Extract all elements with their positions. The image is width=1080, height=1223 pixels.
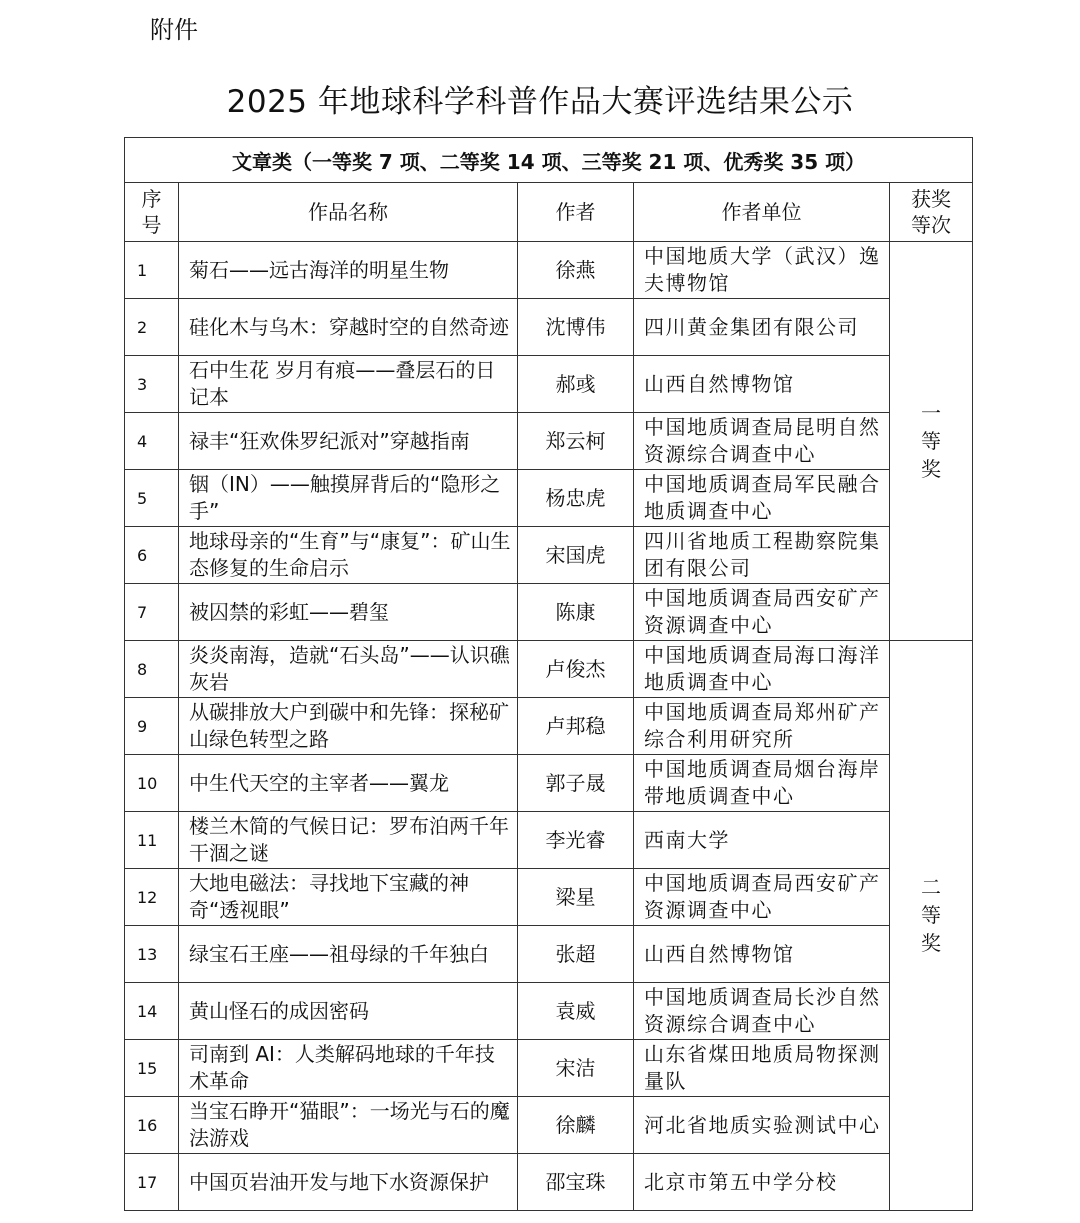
row-author: 卢邦稳 <box>518 698 634 755</box>
row-org: 中国地质调查局西安矿产资源调查中心 <box>634 869 890 926</box>
row-org: 中国地质大学（武汉）逸夫博物馆 <box>634 242 890 299</box>
header-index <box>125 183 179 242</box>
rank-char: 等 <box>921 903 942 927</box>
row-org: 山西自然博物馆 <box>634 926 890 983</box>
row-name: 绿宝石王座——祖母绿的千年独白 <box>179 926 518 983</box>
table-row <box>125 983 973 1040</box>
row-index: 15 <box>125 1040 179 1097</box>
row-name: 大地电磁法：寻找地下宝藏的神奇“透视眼” <box>179 869 518 926</box>
row-index: 14 <box>125 983 179 1040</box>
row-org: 四川省地质工程勘察院集团有限公司 <box>634 527 890 584</box>
header-author: 作者 <box>518 183 634 242</box>
table-row <box>125 242 973 299</box>
table-row <box>125 1040 973 1097</box>
row-index: 11 <box>125 812 179 869</box>
category-row <box>125 138 973 183</box>
row-name: 中国页岩油开发与地下水资源保护 <box>179 1154 518 1211</box>
row-author: 袁威 <box>518 983 634 1040</box>
row-author: 宋国虎 <box>518 527 634 584</box>
row-org: 中国地质调查局昆明自然资源综合调查中心 <box>634 413 890 470</box>
row-org: 河北省地质实验测试中心 <box>634 1097 890 1154</box>
category-heading: 文章类（一等奖 7 项、二等奖 14 项、三等奖 21 项、优秀奖 35 项） <box>125 138 973 183</box>
rank-char: 奖 <box>921 457 942 481</box>
row-index: 13 <box>125 926 179 983</box>
row-author: 郑云柯 <box>518 413 634 470</box>
row-name: 司南到 AI：人类解码地球的千年技术革命 <box>179 1040 518 1097</box>
row-index: 4 <box>125 413 179 470</box>
row-author: 邵宝珠 <box>518 1154 634 1211</box>
row-author: 卢俊杰 <box>518 641 634 698</box>
row-index: 2 <box>125 299 179 356</box>
table-row <box>125 812 973 869</box>
row-name: 当宝石睁开“猫眼”：一场光与石的魔法游戏 <box>179 1097 518 1154</box>
row-name: 石中生花 岁月有痕——叠层石的日记本 <box>179 356 518 413</box>
header-name: 作品名称 <box>179 183 518 242</box>
table-row <box>125 584 973 641</box>
row-name: 中生代天空的主宰者——翼龙 <box>179 755 518 812</box>
row-org: 西南大学 <box>634 812 890 869</box>
table-row <box>125 926 973 983</box>
header-rank <box>890 183 973 242</box>
row-name: 铟（IN）——触摸屏背后的“隐形之手” <box>179 470 518 527</box>
row-name: 从碳排放大户到碳中和先锋：探秘矿山绿色转型之路 <box>179 698 518 755</box>
row-author: 宋洁 <box>518 1040 634 1097</box>
row-author: 郭子晟 <box>518 755 634 812</box>
row-name: 被囚禁的彩虹——碧玺 <box>179 584 518 641</box>
rank-first-prize <box>890 242 973 641</box>
row-org: 中国地质调查局西安矿产资源调查中心 <box>634 584 890 641</box>
rank-char: 奖 <box>921 931 942 955</box>
row-author: 陈康 <box>518 584 634 641</box>
table-row <box>125 527 973 584</box>
row-name: 硅化木与乌木：穿越时空的自然奇迹 <box>179 299 518 356</box>
header-org: 作者单位 <box>634 183 890 242</box>
row-index: 1 <box>125 242 179 299</box>
row-author: 郝彧 <box>518 356 634 413</box>
row-author: 徐麟 <box>518 1097 634 1154</box>
header-rank-line1: 获奖 <box>911 187 952 211</box>
table-row <box>125 413 973 470</box>
rank-second-prize <box>890 641 973 1211</box>
header-row <box>125 183 973 242</box>
row-index: 9 <box>125 698 179 755</box>
row-org: 中国地质调查局长沙自然资源综合调查中心 <box>634 983 890 1040</box>
row-name: 菊石——远古海洋的明星生物 <box>179 242 518 299</box>
table-row <box>125 641 973 698</box>
row-index: 16 <box>125 1097 179 1154</box>
header-index-line1: 序 <box>141 187 162 211</box>
attachment-label: 附件 <box>150 16 198 44</box>
rank-char: 等 <box>921 429 942 453</box>
row-author: 张超 <box>518 926 634 983</box>
table-row <box>125 1097 973 1154</box>
row-name: 黄山怪石的成因密码 <box>179 983 518 1040</box>
row-author: 梁星 <box>518 869 634 926</box>
header-rank-line2: 等次 <box>911 213 952 237</box>
row-org: 四川黄金集团有限公司 <box>634 299 890 356</box>
rank-char: 二 <box>921 875 942 899</box>
table-row <box>125 698 973 755</box>
row-author: 沈博伟 <box>518 299 634 356</box>
row-index: 6 <box>125 527 179 584</box>
row-index: 8 <box>125 641 179 698</box>
row-name: 炎炎南海，造就“石头岛”——认识礁灰岩 <box>179 641 518 698</box>
row-org: 山西自然博物馆 <box>634 356 890 413</box>
row-name: 禄丰“狂欢侏罗纪派对”穿越指南 <box>179 413 518 470</box>
row-index: 3 <box>125 356 179 413</box>
page-title: 2025 年地球科学科普作品大赛评选结果公示 <box>226 84 854 120</box>
row-index: 5 <box>125 470 179 527</box>
row-org: 北京市第五中学分校 <box>634 1154 890 1211</box>
row-index: 17 <box>125 1154 179 1211</box>
table-row <box>125 356 973 413</box>
row-index: 7 <box>125 584 179 641</box>
results-table <box>124 137 973 1211</box>
table-row <box>125 869 973 926</box>
row-index: 12 <box>125 869 179 926</box>
table-row <box>125 755 973 812</box>
row-org: 中国地质调查局海口海洋地质调查中心 <box>634 641 890 698</box>
row-org: 中国地质调查局烟台海岸带地质调查中心 <box>634 755 890 812</box>
row-org: 中国地质调查局郑州矿产综合利用研究所 <box>634 698 890 755</box>
table-row <box>125 470 973 527</box>
row-author: 徐燕 <box>518 242 634 299</box>
table-row <box>125 1154 973 1211</box>
row-author: 李光睿 <box>518 812 634 869</box>
row-org: 山东省煤田地质局物探测量队 <box>634 1040 890 1097</box>
row-name: 地球母亲的“生育”与“康复”：矿山生态修复的生命启示 <box>179 527 518 584</box>
header-index-line2: 号 <box>141 213 162 237</box>
table-row <box>125 299 973 356</box>
row-author: 杨忠虎 <box>518 470 634 527</box>
row-org: 中国地质调查局军民融合地质调查中心 <box>634 470 890 527</box>
row-name: 楼兰木简的气候日记：罗布泊两千年干涸之谜 <box>179 812 518 869</box>
rank-char: 一 <box>921 401 942 425</box>
row-index: 10 <box>125 755 179 812</box>
